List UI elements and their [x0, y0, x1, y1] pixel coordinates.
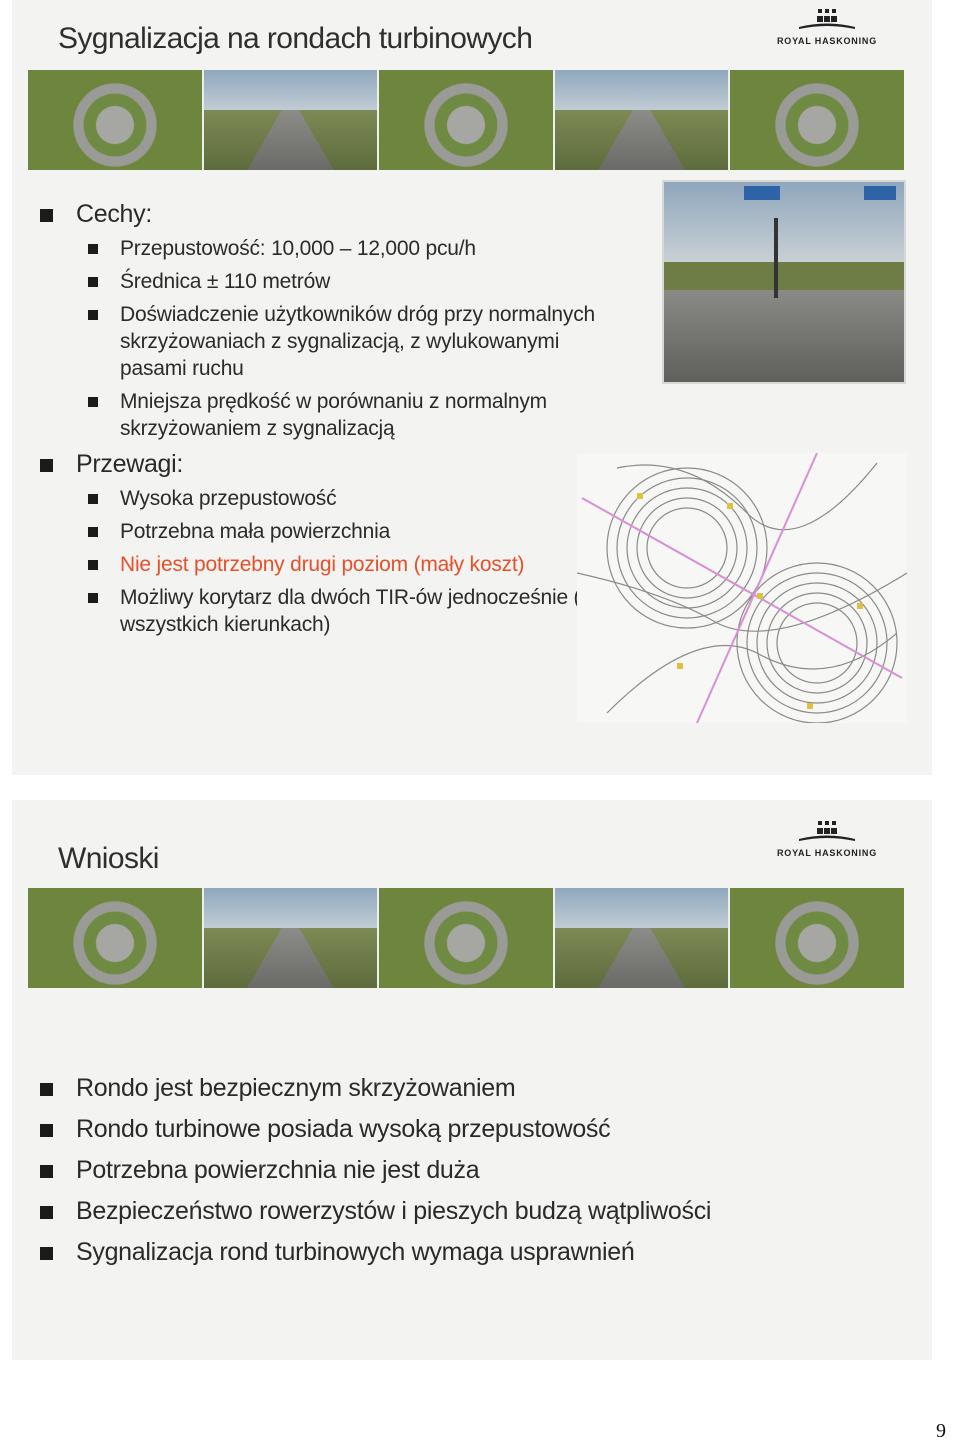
list-item-highlight: Nie jest potrzebny drugi poziom (mały koszt)	[82, 551, 624, 578]
photo-road-view	[204, 70, 380, 170]
photo-aerial-roundabout	[730, 70, 904, 170]
intersection-photo	[662, 180, 906, 384]
section-features	[34, 200, 624, 442]
slide-title: Wnioski	[58, 842, 159, 875]
list-item: Mniejsza prędkość w porównaniu z normalnym skrzyżowaniem z sygnalizacją	[82, 388, 624, 442]
photo-road-view	[555, 888, 731, 988]
photo-road-view	[555, 70, 731, 170]
photo-strip	[28, 70, 904, 170]
section-label: Przewagi:	[76, 450, 184, 478]
bullet-list	[34, 1062, 914, 1267]
photo-aerial-roundabout	[730, 888, 904, 988]
list-item: Sygnalizacja rond turbinowych wymaga usprawnień	[34, 1238, 914, 1267]
photo-aerial-roundabout	[379, 888, 555, 988]
royal-haskoning-logo	[762, 820, 892, 858]
slide-signalization	[12, 0, 932, 775]
list-item: Rondo turbinowe posiada wysoką przepustowość	[34, 1115, 914, 1144]
logo-mark-icon	[797, 8, 857, 34]
direction-sign-icon	[864, 186, 896, 200]
direction-sign-icon	[744, 186, 780, 200]
photo-aerial-roundabout	[28, 888, 204, 988]
slide-title: Sygnalizacja na rondach turbinowych	[58, 22, 533, 55]
list-item: Średnica ± 110 metrów	[82, 268, 624, 295]
list-item: Rondo jest bezpiecznym skrzyżowaniem	[34, 1074, 914, 1103]
list-item: Potrzebna mała powierzchnia	[82, 518, 624, 545]
list-item: Wysoka przepustowość	[82, 485, 624, 512]
slide-conclusions	[12, 800, 932, 1360]
list-item: Bezpieczeństwo rowerzystów i pieszych budzą wątpliwości	[34, 1197, 914, 1226]
photo-aerial-roundabout	[379, 70, 555, 170]
page-number: 9	[936, 1420, 946, 1442]
photo-strip	[28, 888, 904, 988]
list-item: Potrzebna powierzchnia nie jest duża	[34, 1156, 914, 1185]
logo-mark-icon	[797, 820, 857, 846]
logo-text: ROYAL HASKONING	[776, 848, 877, 858]
turbine-roundabout-diagram	[577, 453, 907, 723]
royal-haskoning-logo	[762, 8, 892, 46]
photo-aerial-roundabout	[28, 70, 204, 170]
section-advantages	[34, 450, 624, 638]
list-item: Doświadczenie użytkowników dróg przy normalnych skrzyżowaniach z sygnalizacją, z wylukowanymi pasami ruchu	[82, 301, 624, 382]
photo-road-view	[204, 888, 380, 988]
list-item: Przepustowość: 10,000 – 12,000 pcu/h	[82, 235, 624, 262]
list-item: Możliwy korytarz dla dwóch TIR-ów jednocześnie (we wszystkich kierunkach)	[82, 584, 624, 638]
bullet-list	[34, 192, 624, 638]
section-label: Cechy:	[76, 200, 153, 228]
logo-text: ROYAL HASKONING	[776, 36, 877, 46]
